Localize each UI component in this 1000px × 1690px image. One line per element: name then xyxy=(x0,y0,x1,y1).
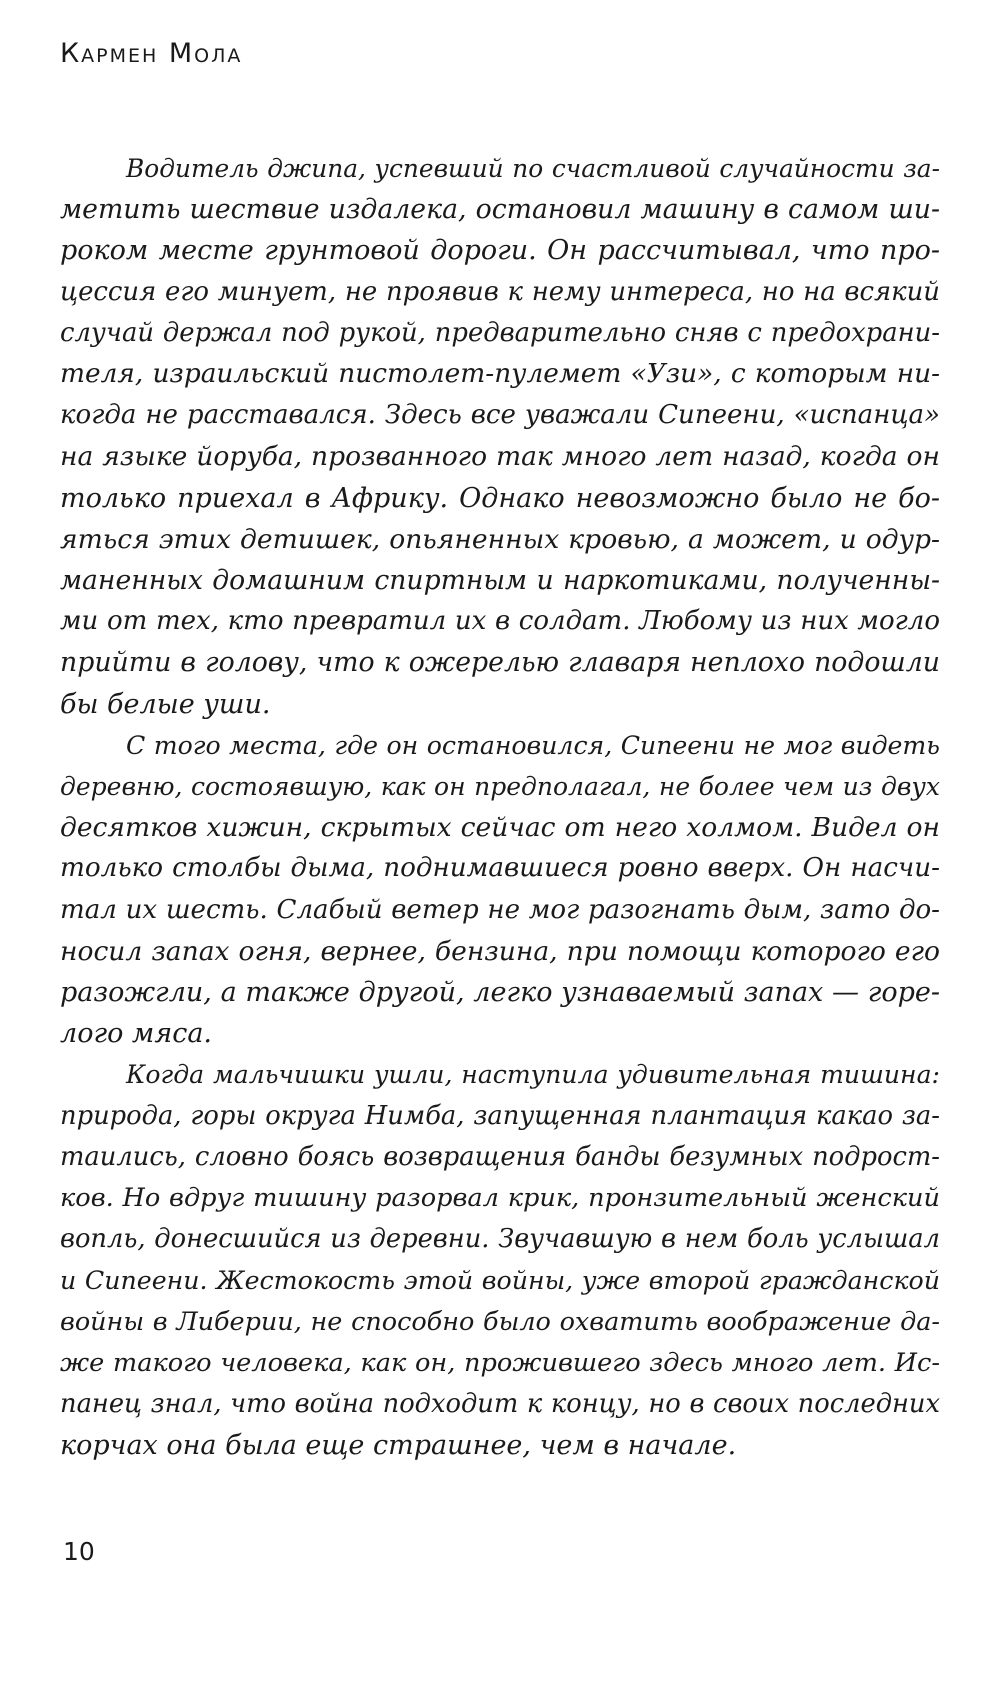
text-line: природа, горы округа Нимба, запущенная плантация какао за- xyxy=(60,1100,940,1131)
text-line: цессия его минует, не проявив к нему интереса, но на всякий xyxy=(60,276,940,307)
text-line: ков. Но вдруг тишину разорвал крик, пронзительный женский xyxy=(60,1183,940,1214)
text-line: маненных домашним спиртным и наркотиками, полученны- xyxy=(60,565,940,597)
text-line: бы белые уши. xyxy=(60,688,271,720)
text-line: метить шествие издалека, остановил машину в самом ши- xyxy=(60,194,940,226)
running-head-author: Кармен Мола xyxy=(60,38,243,69)
text-line: и Сипеени. Жестокость этой войны, уже второй гражданской xyxy=(60,1266,940,1296)
text-line: вопль, донесшийся из деревни. Звучавшую в нем боль услышал xyxy=(60,1224,940,1255)
text-line: войны в Либерии, не способно было охватить воображение да- xyxy=(60,1306,940,1337)
page-number: 10 xyxy=(63,1537,95,1566)
text-line: яться этих детишек, опьяненных кровью, а может, и одур- xyxy=(60,523,940,555)
text-line: ми от тех, кто превратил их в солдат. Любому из них могло xyxy=(60,606,940,637)
text-line: носил запах огня, вернее, бензина, при помощи которого его xyxy=(60,935,940,967)
text-line: роком месте грунтовой дороги. Он рассчитывал, что про- xyxy=(60,235,940,267)
text-line: же такого человека, как он, прожившего здесь много лет. Ис- xyxy=(60,1347,940,1378)
text-line: С того места, где он остановился, Сипеени не мог видеть xyxy=(126,730,940,760)
paragraph-1 xyxy=(60,148,940,725)
text-line: деревню, состоявшую, как он предполагал, не более чем из двух xyxy=(60,772,940,802)
paragraph-3 xyxy=(60,1054,940,1466)
text-line: таились, словно боясь возвращения банды безумных подрост- xyxy=(60,1141,940,1172)
text-line: прийти в голову, что к ожерелью главаря неплохо подошли xyxy=(60,647,940,679)
text-line: разожгли, а также другой, легко узнаваемый запах — горе- xyxy=(60,977,940,1009)
text-line: только приехал в Африку. Однако невозможно было не бо- xyxy=(60,482,940,514)
text-line: теля, израильский пистолет-пулемет «Узи», с которым ни- xyxy=(60,359,940,390)
text-line: когда не расставался. Здесь все уважали Сипеени, «испанца» xyxy=(60,400,940,431)
text-line: случай держал под рукой, предварительно сняв с предохрани- xyxy=(60,317,940,348)
text-line: только столбы дыма, поднимавшиеся ровно вверх. Он насчи- xyxy=(60,853,940,884)
text-line: Водитель джипа, успевший по счастливой случайности за- xyxy=(126,154,940,183)
text-line: тал их шесть. Слабый ветер не мог разогнать дым, зато до- xyxy=(60,894,940,925)
paragraph-2 xyxy=(60,725,940,1055)
body-text xyxy=(60,148,940,1467)
text-line: Когда мальчишки ушли, наступила удивительная тишина: xyxy=(126,1060,940,1090)
text-line: на языке йоруба, прозванного так много лет назад, когда он xyxy=(60,441,940,473)
text-line: корчах она была еще страшнее, чем в начале. xyxy=(60,1430,737,1462)
text-line: десятков хижин, скрытых сейчас от него холмом. Видел он xyxy=(60,812,940,844)
text-line: лого мяса. xyxy=(60,1018,212,1050)
text-line: панец знал, что война подходит к концу, но в своих последних xyxy=(60,1389,940,1420)
